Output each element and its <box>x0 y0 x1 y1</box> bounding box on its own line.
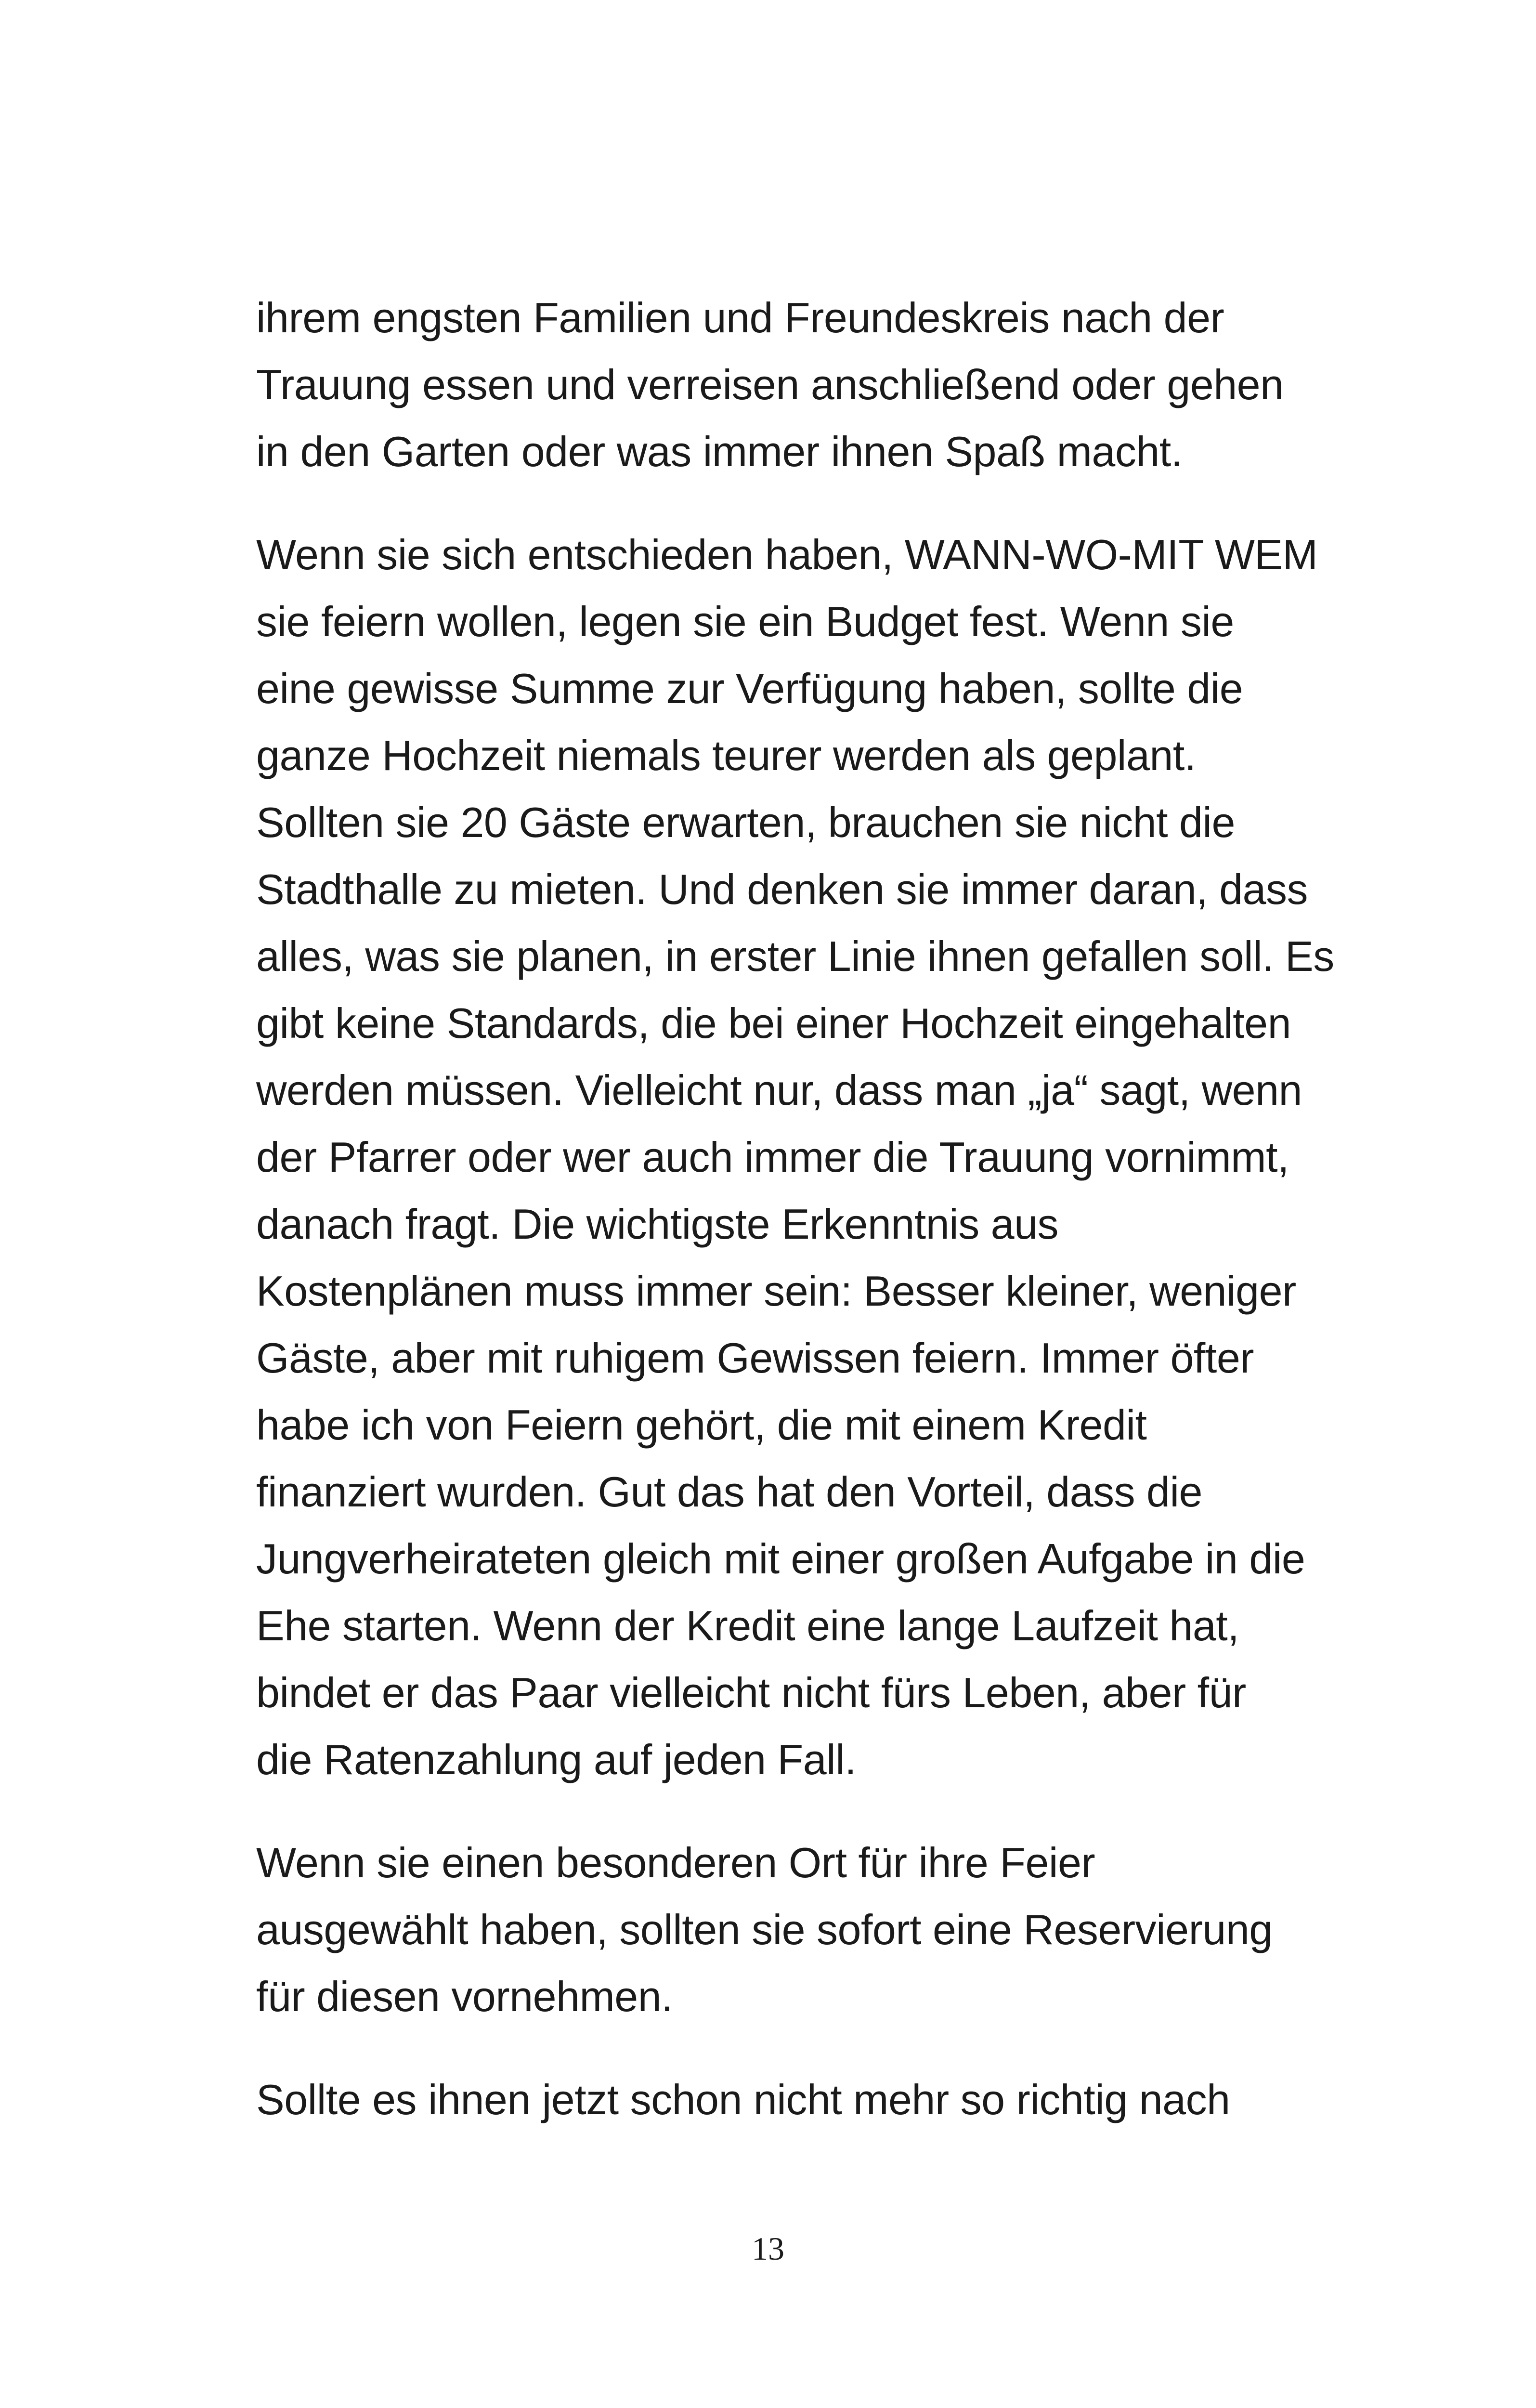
text-line: die Ratenzahlung auf jeden Fall. <box>256 1736 857 1783</box>
text-line: sie feiern wollen, legen sie ein Budget fest. Wenn sie <box>256 598 1234 645</box>
text-line: eine gewisse Summe zur Verfügung haben, sollte die <box>256 665 1243 712</box>
text-line: ausgewählt haben, sollten sie sofort eine Reservierung <box>256 1906 1273 1953</box>
paragraph <box>256 521 1354 1793</box>
text-line: Kostenplänen muss immer sein: Besser kleiner, weniger <box>256 1267 1296 1315</box>
text-line: Ehe starten. Wenn der Kredit eine lange Laufzeit hat, <box>256 1602 1239 1649</box>
text-line: Stadthalle zu mieten. Und denken sie immer daran, dass <box>256 865 1308 913</box>
body-text <box>256 284 1354 2133</box>
text-line: in den Garten oder was immer ihnen Spaß macht. <box>256 428 1183 475</box>
text-line: der Pfarrer oder wer auch immer die Trauung vornimmt, <box>256 1133 1289 1181</box>
text-line: ganze Hochzeit niemals teurer werden als geplant. <box>256 732 1196 779</box>
text-line: für diesen vornehmen. <box>256 1973 673 2020</box>
text-line: alles, was sie planen, in erster Linie ihnen gefallen soll. Es <box>256 932 1334 980</box>
paragraph <box>256 284 1354 485</box>
text-line: Sollte es ihnen jetzt schon nicht mehr so richtig nach <box>256 2076 1230 2123</box>
page-number: 13 <box>752 2230 784 2267</box>
text-line: Sollten sie 20 Gäste erwarten, brauchen sie nicht die <box>256 798 1235 846</box>
text-line: danach fragt. Die wichtigste Erkenntnis aus <box>256 1200 1059 1248</box>
text-line: ihrem engsten Familien und Freundeskreis nach der <box>256 294 1224 341</box>
text-line: habe ich von Feiern gehört, die mit einem Kredit <box>256 1401 1147 1449</box>
text-line: werden müssen. Vielleicht nur, dass man „ja“ sagt, wenn <box>256 1066 1302 1114</box>
text-line: Gäste, aber mit ruhigem Gewissen feiern. Immer öfter <box>256 1334 1254 1382</box>
paragraph <box>256 1829 1354 2030</box>
text-line: Wenn sie sich entschieden haben, WANN-WO-MIT WEM <box>256 531 1318 578</box>
paragraph <box>256 2066 1354 2133</box>
text-line: Wenn sie einen besonderen Ort für ihre Feier <box>256 1839 1095 1886</box>
text-line: Jungverheirateten gleich mit einer großen Aufgabe in die <box>256 1535 1305 1583</box>
text-line: finanziert wurden. Gut das hat den Vorteil, dass die <box>256 1468 1202 1516</box>
text-line: gibt keine Standards, die bei einer Hochzeit eingehalten <box>256 999 1291 1047</box>
text-line: bindet er das Paar vielleicht nicht fürs Leben, aber für <box>256 1669 1246 1716</box>
text-line: Trauung essen und verreisen anschließend oder gehen <box>256 361 1284 408</box>
